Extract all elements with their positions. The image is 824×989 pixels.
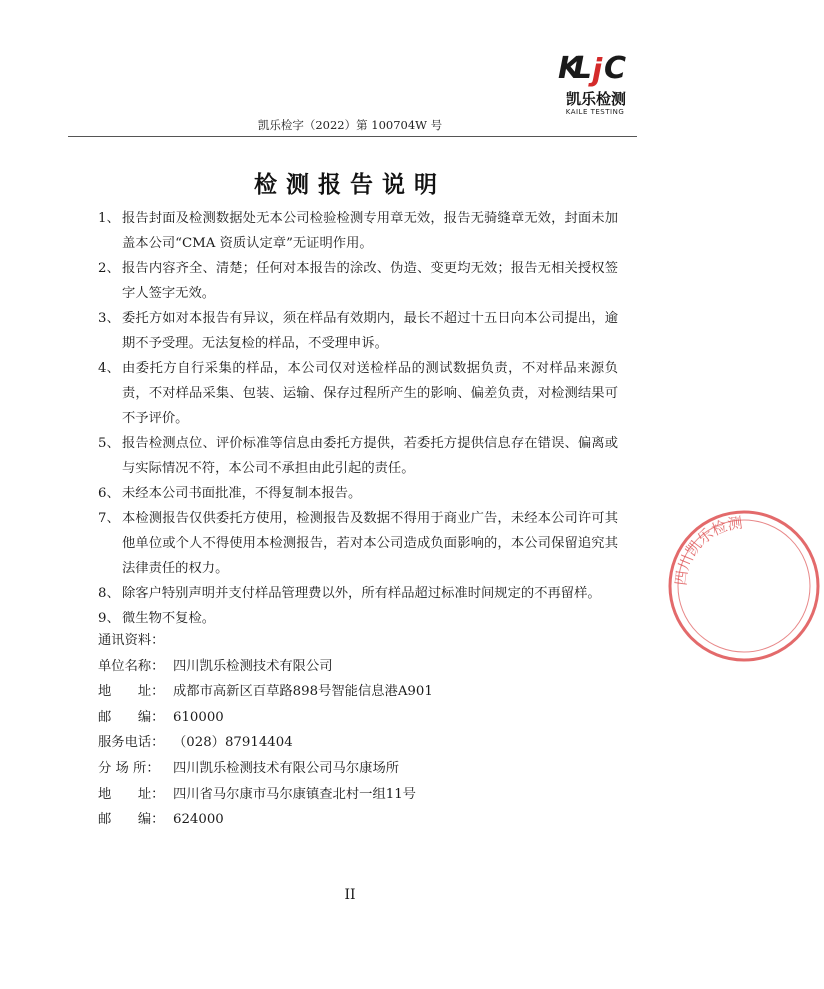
- clause-item: [98, 581, 618, 606]
- svg-text:j: j: [592, 53, 603, 88]
- contact-value: 624000: [173, 812, 224, 828]
- contact-row: [98, 756, 618, 782]
- logo-english-name: KAILE TESTING: [565, 108, 625, 116]
- contact-label: 地 址：: [98, 786, 165, 802]
- contact-value: 610000: [173, 709, 224, 725]
- contact-heading: 通讯资料：: [98, 633, 165, 648]
- clause-text: 报告封面及检测数据处无本公司检验检测专用章无效，报告无骑缝章无效，封面未加盖本公司“CMA 资质认定章”无证明作用。: [122, 211, 618, 251]
- company-seal-stamp: [664, 506, 824, 666]
- page-title: 检测报告说明: [254, 172, 446, 198]
- clause-text: 报告检测点位、评价标准等信息由委托方提供，若委托方提供信息存在错误、偏离或与实际情况不符，本公司不承担由此引起的责任。: [122, 436, 618, 476]
- header-divider: [68, 136, 637, 137]
- clause-item: [98, 481, 618, 506]
- contact-value: 四川凯乐检测技术有限公司: [173, 658, 333, 674]
- clause-text: 本检测报告仅供委托方使用，检测报告及数据不得用于商业广告，未经本公司许可其他单位或个人不得使用本检测报告，若对本公司造成负面影响的，本公司保留追究其法律责任的权力。: [122, 511, 618, 576]
- clause-list: [98, 206, 618, 631]
- contact-value: 四川省马尔康市马尔康镇查北村一组11号: [173, 786, 416, 802]
- clause-text: 微生物不复检。: [122, 611, 216, 626]
- contact-label: 邮 编：: [98, 812, 165, 828]
- clause-number: 8、: [98, 586, 120, 601]
- contact-row: [98, 679, 618, 705]
- clause-text: 由委托方自行采集的样品，本公司仅对送检样品的测试数据负责，不对样品来源负责，不对样品采集、包装、运输、保存过程所产生的影响、偏差负责，对检测结果可不予评价。: [122, 361, 618, 426]
- contact-value: （028）87914404: [173, 735, 293, 751]
- clause-number: 1、: [98, 211, 120, 226]
- svg-text:C: C: [604, 51, 627, 86]
- contact-label: 单位名称：: [98, 658, 165, 674]
- report-number: 凯乐检字（2022）第 100704W 号: [257, 118, 443, 132]
- clause-number: 5、: [98, 436, 120, 451]
- clause-number: 2、: [98, 261, 120, 276]
- svg-text:四川凯乐检测: 四川凯乐检测: [671, 513, 744, 587]
- page-number: II: [344, 887, 356, 903]
- clause-item: [98, 306, 618, 356]
- svg-text:KL: KL: [558, 51, 592, 86]
- clause-text: 委托方如对本报告有异议，须在样品有效期内，最长不超过十五日向本公司提出，逾期不予受理。无法复检的样品，不受理申诉。: [122, 311, 618, 351]
- company-logo: [556, 48, 634, 118]
- contact-row: [98, 730, 618, 756]
- contact-row: [98, 807, 618, 833]
- contact-label: 地 址：: [98, 684, 165, 700]
- clause-item: [98, 256, 618, 306]
- contact-value: 四川凯乐检测技术有限公司马尔康场所: [173, 760, 400, 776]
- clause-text: 未经本公司书面批准，不得复制本报告。: [122, 486, 362, 501]
- kljc-logo-mark: [556, 48, 634, 86]
- clause-number: 9、: [98, 611, 120, 626]
- contact-label: 分 场 所：: [98, 760, 160, 776]
- clause-text: 除客户特别声明并支付样品管理费以外，所有样品超过标准时间规定的不再留样。: [122, 586, 601, 601]
- contact-label: 服务电话：: [98, 735, 165, 751]
- contact-row: [98, 782, 618, 808]
- clause-item: [98, 356, 618, 431]
- clause-number: 4、: [98, 361, 120, 376]
- clause-item: [98, 506, 618, 581]
- clause-item: [98, 206, 618, 256]
- contact-value: 成都市高新区百草路898号智能信息港A901: [173, 684, 433, 700]
- logo-chinese-name: 凯乐检测: [565, 90, 626, 108]
- clause-text: 报告内容齐全、清楚；任何对本报告的涂改、伪造、变更均无效；报告无相关授权签字人签字无效。: [122, 261, 618, 301]
- contact-info: [98, 628, 618, 833]
- contact-row: [98, 705, 618, 731]
- contact-label: 邮 编：: [98, 709, 165, 725]
- clause-number: 3、: [98, 311, 120, 326]
- contact-row: [98, 654, 618, 680]
- clause-number: 6、: [98, 486, 120, 501]
- clause-number: 7、: [98, 511, 120, 526]
- clause-item: [98, 431, 618, 481]
